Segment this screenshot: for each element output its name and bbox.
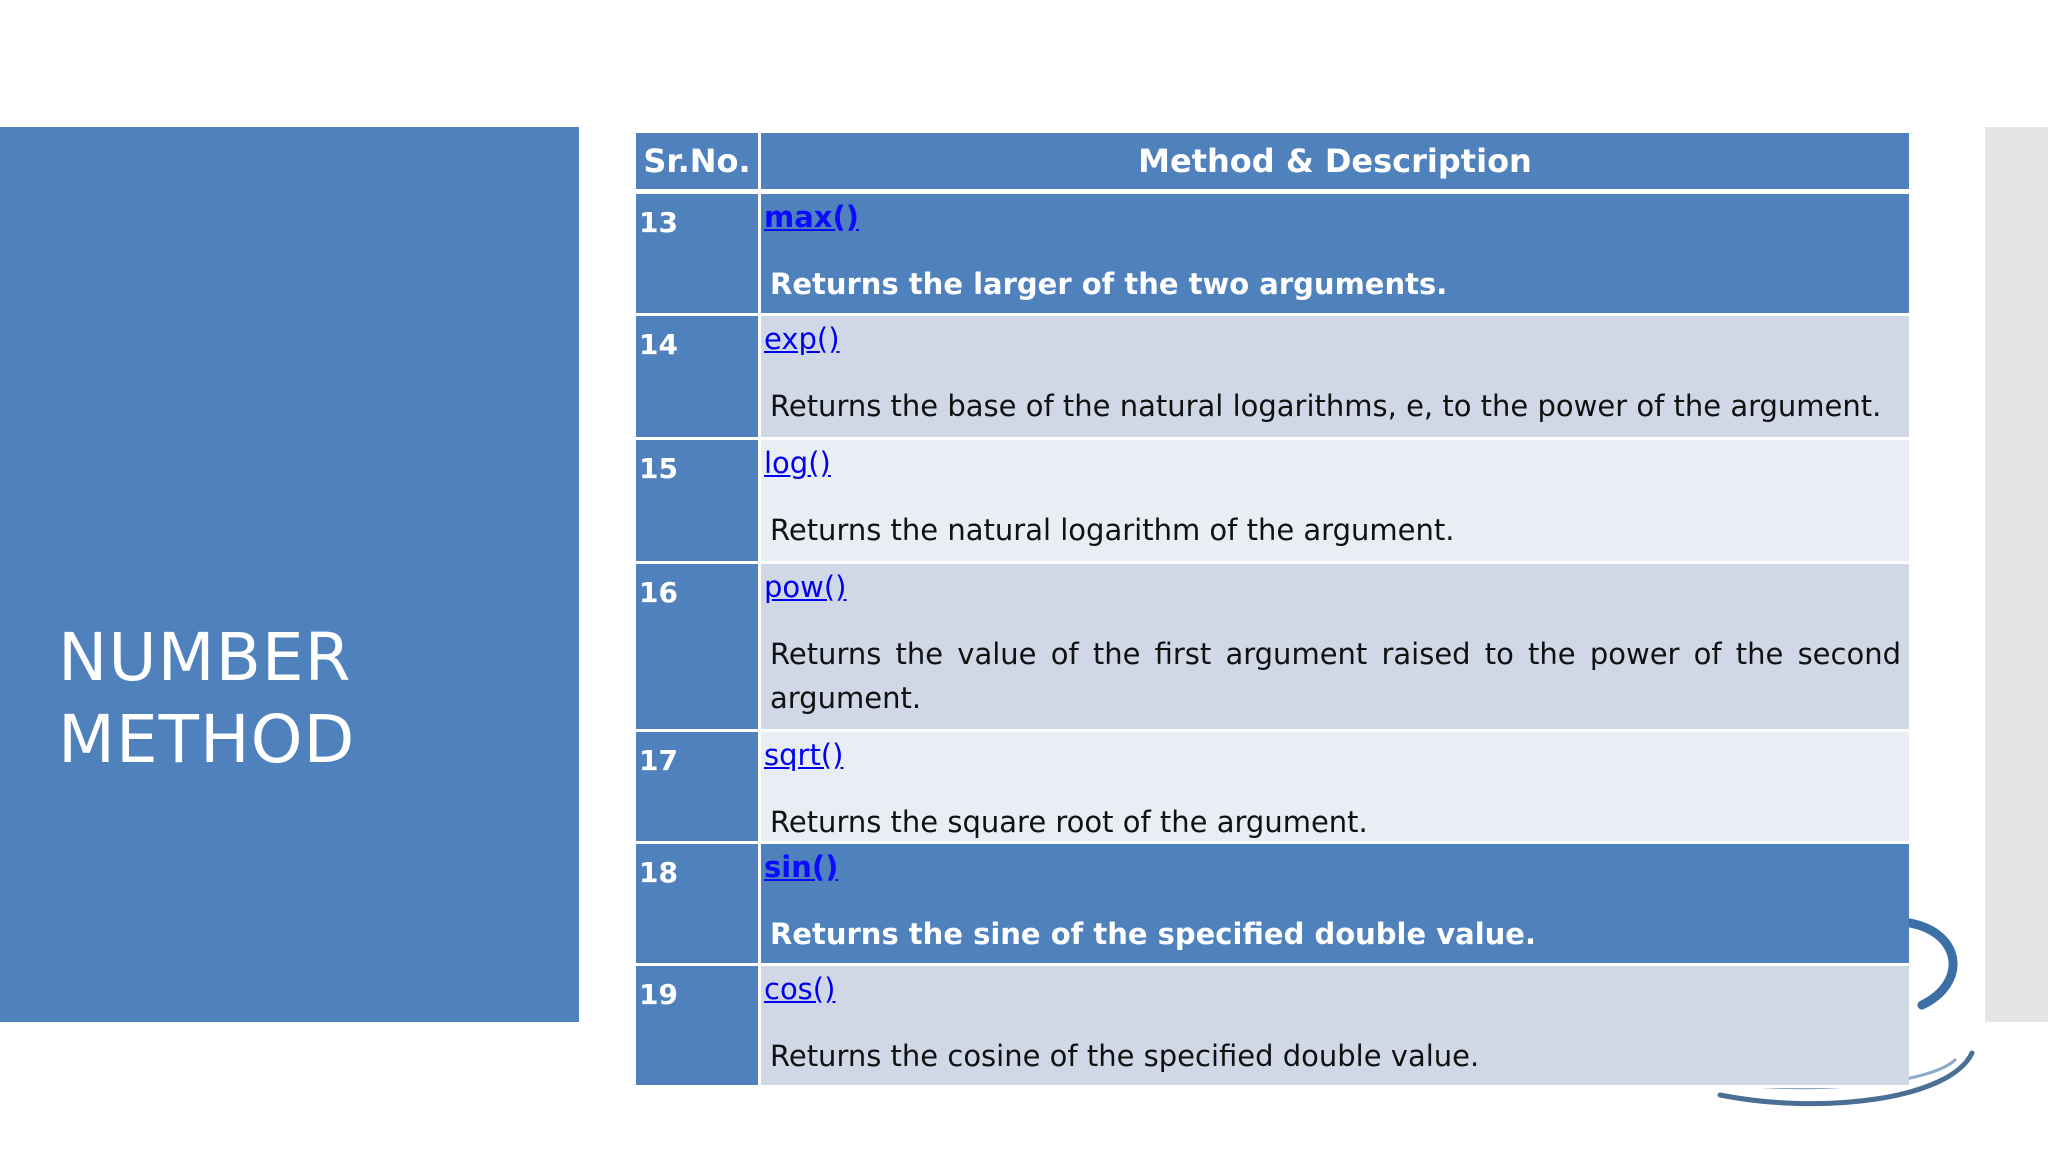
title-panel bbox=[0, 127, 579, 1022]
method-cell bbox=[761, 844, 1909, 966]
table-row bbox=[636, 966, 1909, 1088]
method-description: Returns the square root of the argument. bbox=[770, 805, 1368, 839]
method-cell bbox=[761, 316, 1909, 440]
decorative-side-strip bbox=[1985, 127, 2048, 1022]
method-description: Returns the cosine of the specified double value. bbox=[770, 1039, 1480, 1073]
method-cell bbox=[761, 564, 1909, 732]
method-cell bbox=[761, 966, 1909, 1088]
header-sr-no: Sr.No. bbox=[636, 133, 761, 194]
method-link-pow[interactable]: pow() bbox=[764, 570, 847, 604]
row-number: 16 bbox=[636, 564, 761, 732]
method-cell bbox=[761, 194, 1909, 316]
method-link-sqrt[interactable]: sqrt() bbox=[764, 738, 844, 772]
method-cell bbox=[761, 440, 1909, 564]
table-row bbox=[636, 564, 1909, 732]
method-link-exp[interactable]: exp() bbox=[764, 322, 840, 356]
slide-title-line-2: METHOD bbox=[58, 701, 356, 778]
table-row bbox=[636, 732, 1909, 844]
slide-title-line-1: NUMBER bbox=[58, 619, 352, 696]
method-description: Returns the natural logarithm of the argument. bbox=[770, 513, 1455, 547]
method-link-sin[interactable]: sin() bbox=[764, 850, 839, 884]
method-description: Returns the larger of the two arguments. bbox=[770, 267, 1448, 301]
table-header-row bbox=[636, 133, 1909, 194]
method-cell-content bbox=[764, 732, 1901, 841]
table-row bbox=[636, 440, 1909, 564]
method-cell bbox=[761, 732, 1909, 844]
method-link-max[interactable]: max() bbox=[764, 200, 860, 234]
number-methods-table bbox=[636, 133, 1909, 1088]
row-number: 13 bbox=[636, 194, 761, 316]
table-row bbox=[636, 194, 1909, 316]
table-row bbox=[636, 316, 1909, 440]
method-description: Returns the value of the first argument raised to the power of the second argument. bbox=[770, 637, 1901, 715]
method-description: Returns the base of the natural logarithms, e, to the power of the argument. bbox=[770, 389, 1882, 423]
row-number: 19 bbox=[636, 966, 761, 1088]
row-number: 17 bbox=[636, 732, 761, 844]
row-number: 15 bbox=[636, 440, 761, 564]
table-row bbox=[636, 844, 1909, 966]
slide-title bbox=[58, 617, 355, 781]
row-number: 14 bbox=[636, 316, 761, 440]
header-method-description: Method & Description bbox=[761, 133, 1909, 194]
method-link-cos[interactable]: cos() bbox=[764, 972, 836, 1006]
method-link-log[interactable]: log() bbox=[764, 446, 831, 480]
row-number: 18 bbox=[636, 844, 761, 966]
method-description: Returns the sine of the specified double value. bbox=[770, 917, 1536, 951]
